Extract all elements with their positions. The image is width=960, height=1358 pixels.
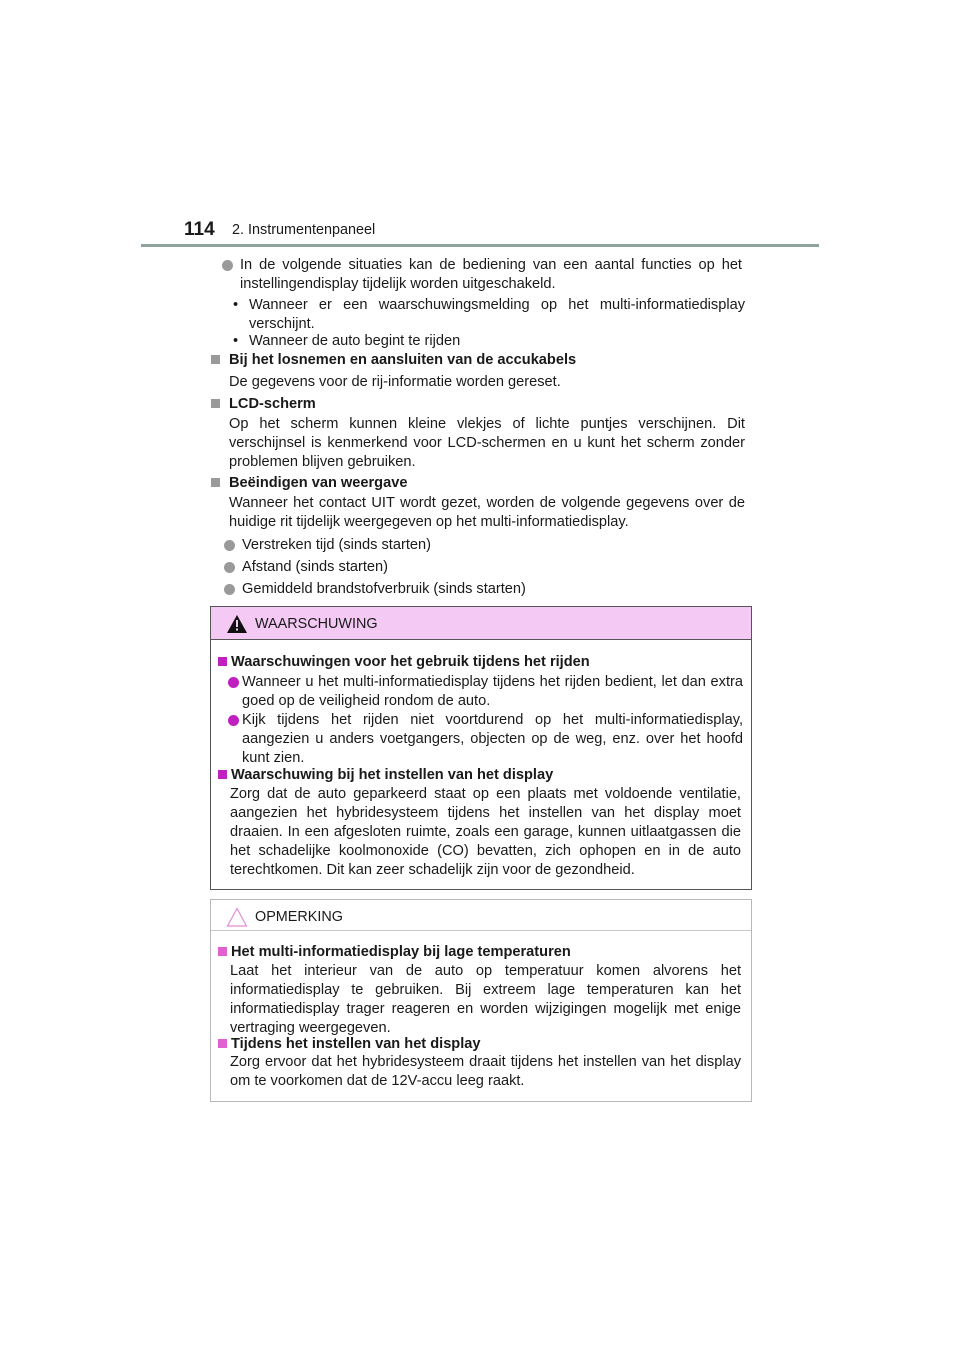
section-weergave [211, 474, 731, 493]
note-title: OPMERKING [255, 909, 343, 925]
list-item-text: Gemiddeld brandstofverbruik (sinds starten) [242, 581, 526, 597]
section-square-icon [218, 770, 227, 779]
warning-item-text: Wanneer u het multi-informatiedisplay tijdens het rijden bedient, let dan extra goed op de veiligheid rondom de auto. [242, 674, 743, 709]
section-body: De gegevens voor de rij-informatie worden gereset. [229, 374, 561, 390]
bullet-point-icon: • [233, 333, 239, 349]
section-heading: Bij het losnemen en aansluiten van de accukabels [229, 352, 577, 368]
intro-text: In de volgende situaties kan de bediening van een aantal functies op het instellingendisplay tijdelijk worden uitgeschakeld. [240, 257, 742, 292]
warning-section-heading: Waarschuwingen voor het gebruik tijdens het rijden [231, 654, 590, 670]
section-square-icon [211, 478, 220, 487]
bullet-dot-icon [228, 677, 239, 688]
section-body: Op het scherm kunnen kleine vlekjes of lichte puntjes verschijnen. Dit verschijnsel is kenmerkend voor LCD-schermen en u kunt het scherm zonder problemen blijven gebruiken. [229, 416, 745, 470]
section-square-icon [218, 657, 227, 666]
warning-box [210, 606, 752, 890]
bullet-dot-icon [228, 715, 239, 726]
list-item-text: Afstand (sinds starten) [242, 559, 389, 575]
note-section-heading: Tijdens het instellen van het display [231, 1036, 481, 1052]
chapter-title: 2. Instrumentenpaneel [232, 222, 376, 238]
list-item [224, 580, 744, 599]
warning-section-body: Zorg dat de auto geparkeerd staat op een plaats met voldoende ventilatie, aangezien het hybridesysteem tijdens het instellen van het display moet draaien. In een afgesloten ruimte, zoals een garage, kunnen uitlaatgassen die het schadelijke koolmonoxide (CO) bevatten, zich ophopen en in de auto terechtkomen. Dit kan zeer schadelijk zijn voor de gezondheid. [230, 786, 741, 878]
bullet-dot-icon [224, 562, 235, 573]
note-section-heading: Het multi-informatiedisplay bij lage temperaturen [231, 944, 571, 960]
note-section [218, 943, 743, 962]
warning-triangle-icon [226, 614, 248, 634]
list-item [224, 558, 744, 577]
list-item [224, 536, 744, 555]
bullet-point-icon: • [233, 297, 239, 313]
section-square-icon [211, 399, 220, 408]
section-heading: Beëindigen van weergave [229, 475, 408, 491]
note-section-body: Laat het interieur van de auto op temperatuur komen alvorens het informatiedisplay te gebruiken. Bij extreem lage temperaturen kan het informatiedisplay trager reageren en worden wijzigingen mogelijk met enige vertraging weergegeven. [230, 963, 741, 1036]
section-heading: LCD-scherm [229, 396, 316, 412]
note-header [211, 900, 751, 931]
intro-sub-item [229, 332, 745, 351]
page-number: 114 [184, 219, 215, 240]
note-box [210, 899, 752, 1102]
warning-section [218, 766, 743, 785]
section-lcd [211, 395, 731, 414]
warning-header [211, 607, 751, 640]
intro-sub-text: Wanneer er een waarschuwingsmelding op het multi-informatiedisplay verschijnt. [249, 297, 745, 332]
warning-item [228, 711, 743, 768]
section-square-icon [211, 355, 220, 364]
section-accukabels [211, 351, 731, 370]
warning-item [228, 673, 743, 711]
bullet-dot-icon [222, 260, 233, 271]
bullet-dot-icon [224, 540, 235, 551]
header-rule [141, 244, 819, 247]
section-body: Wanneer het contact UIT wordt gezet, worden de volgende gegevens over de huidige rit tijdelijk weergegeven op het multi-informatiedisplay. [229, 495, 745, 530]
intro-bullet [222, 256, 742, 294]
intro-sub-text: Wanneer de auto begint te rijden [249, 333, 461, 349]
list-item-text: Verstreken tijd (sinds starten) [242, 537, 431, 553]
note-section-body: Zorg ervoor dat het hybridesysteem draait tijdens het instellen van het display om te voorkomen dat de 12V-accu leeg raakt. [230, 1054, 741, 1089]
note-section [218, 1035, 743, 1054]
warning-item-text: Kijk tijdens het rijden niet voortdurend op het multi-informatiedisplay, aangezien u anders voetgangers, objecten op de weg, enz. over het hoofd kunt zien. [242, 712, 743, 766]
section-square-icon [218, 1039, 227, 1048]
caution-triangle-icon [226, 907, 248, 927]
warning-section-heading: Waarschuwing bij het instellen van het display [231, 767, 554, 783]
warning-section [218, 653, 743, 672]
warning-title: WAARSCHUWING [255, 616, 378, 632]
bullet-dot-icon [224, 584, 235, 595]
section-square-icon [218, 947, 227, 956]
intro-sub-item [229, 296, 745, 334]
